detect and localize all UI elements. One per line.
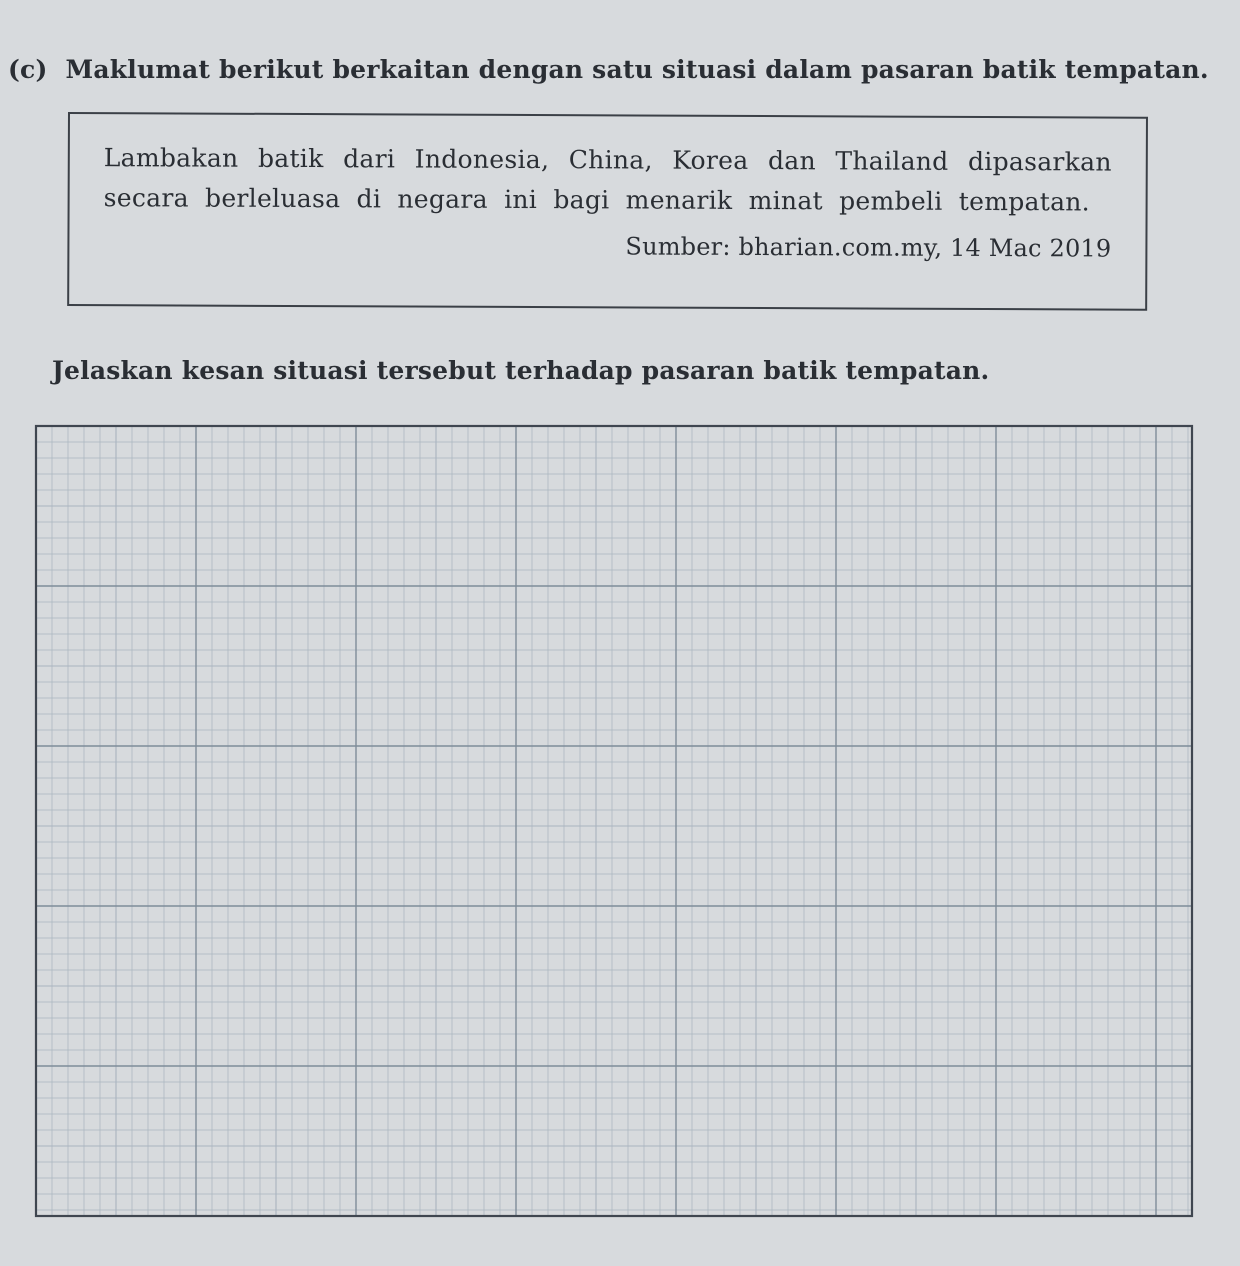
answer-grid-lines [22,422,1194,1218]
question-text: Maklumat berikut berkaitan dengan satu situasi dalam pasaran batik tempatan. [65,55,1209,84]
instruction-text: Jelaskan kesan situasi tersebut terhadap pasaran batik tempatan. [52,356,990,385]
source-box [67,112,1148,311]
answer-grid[interactable] [22,422,1194,1218]
source-citation: Sumber: bharian.com.my, 14 Mac 2019 [625,232,1112,263]
question-header [8,55,1209,84]
question-number: (c) [8,55,48,84]
source-text: Lambakan batik dari Indonesia, China, Korea dan Thailand dipasarkan secara berleluasa di negara ini bagi menarik minat pembeli tempatan. [103,143,1112,217]
